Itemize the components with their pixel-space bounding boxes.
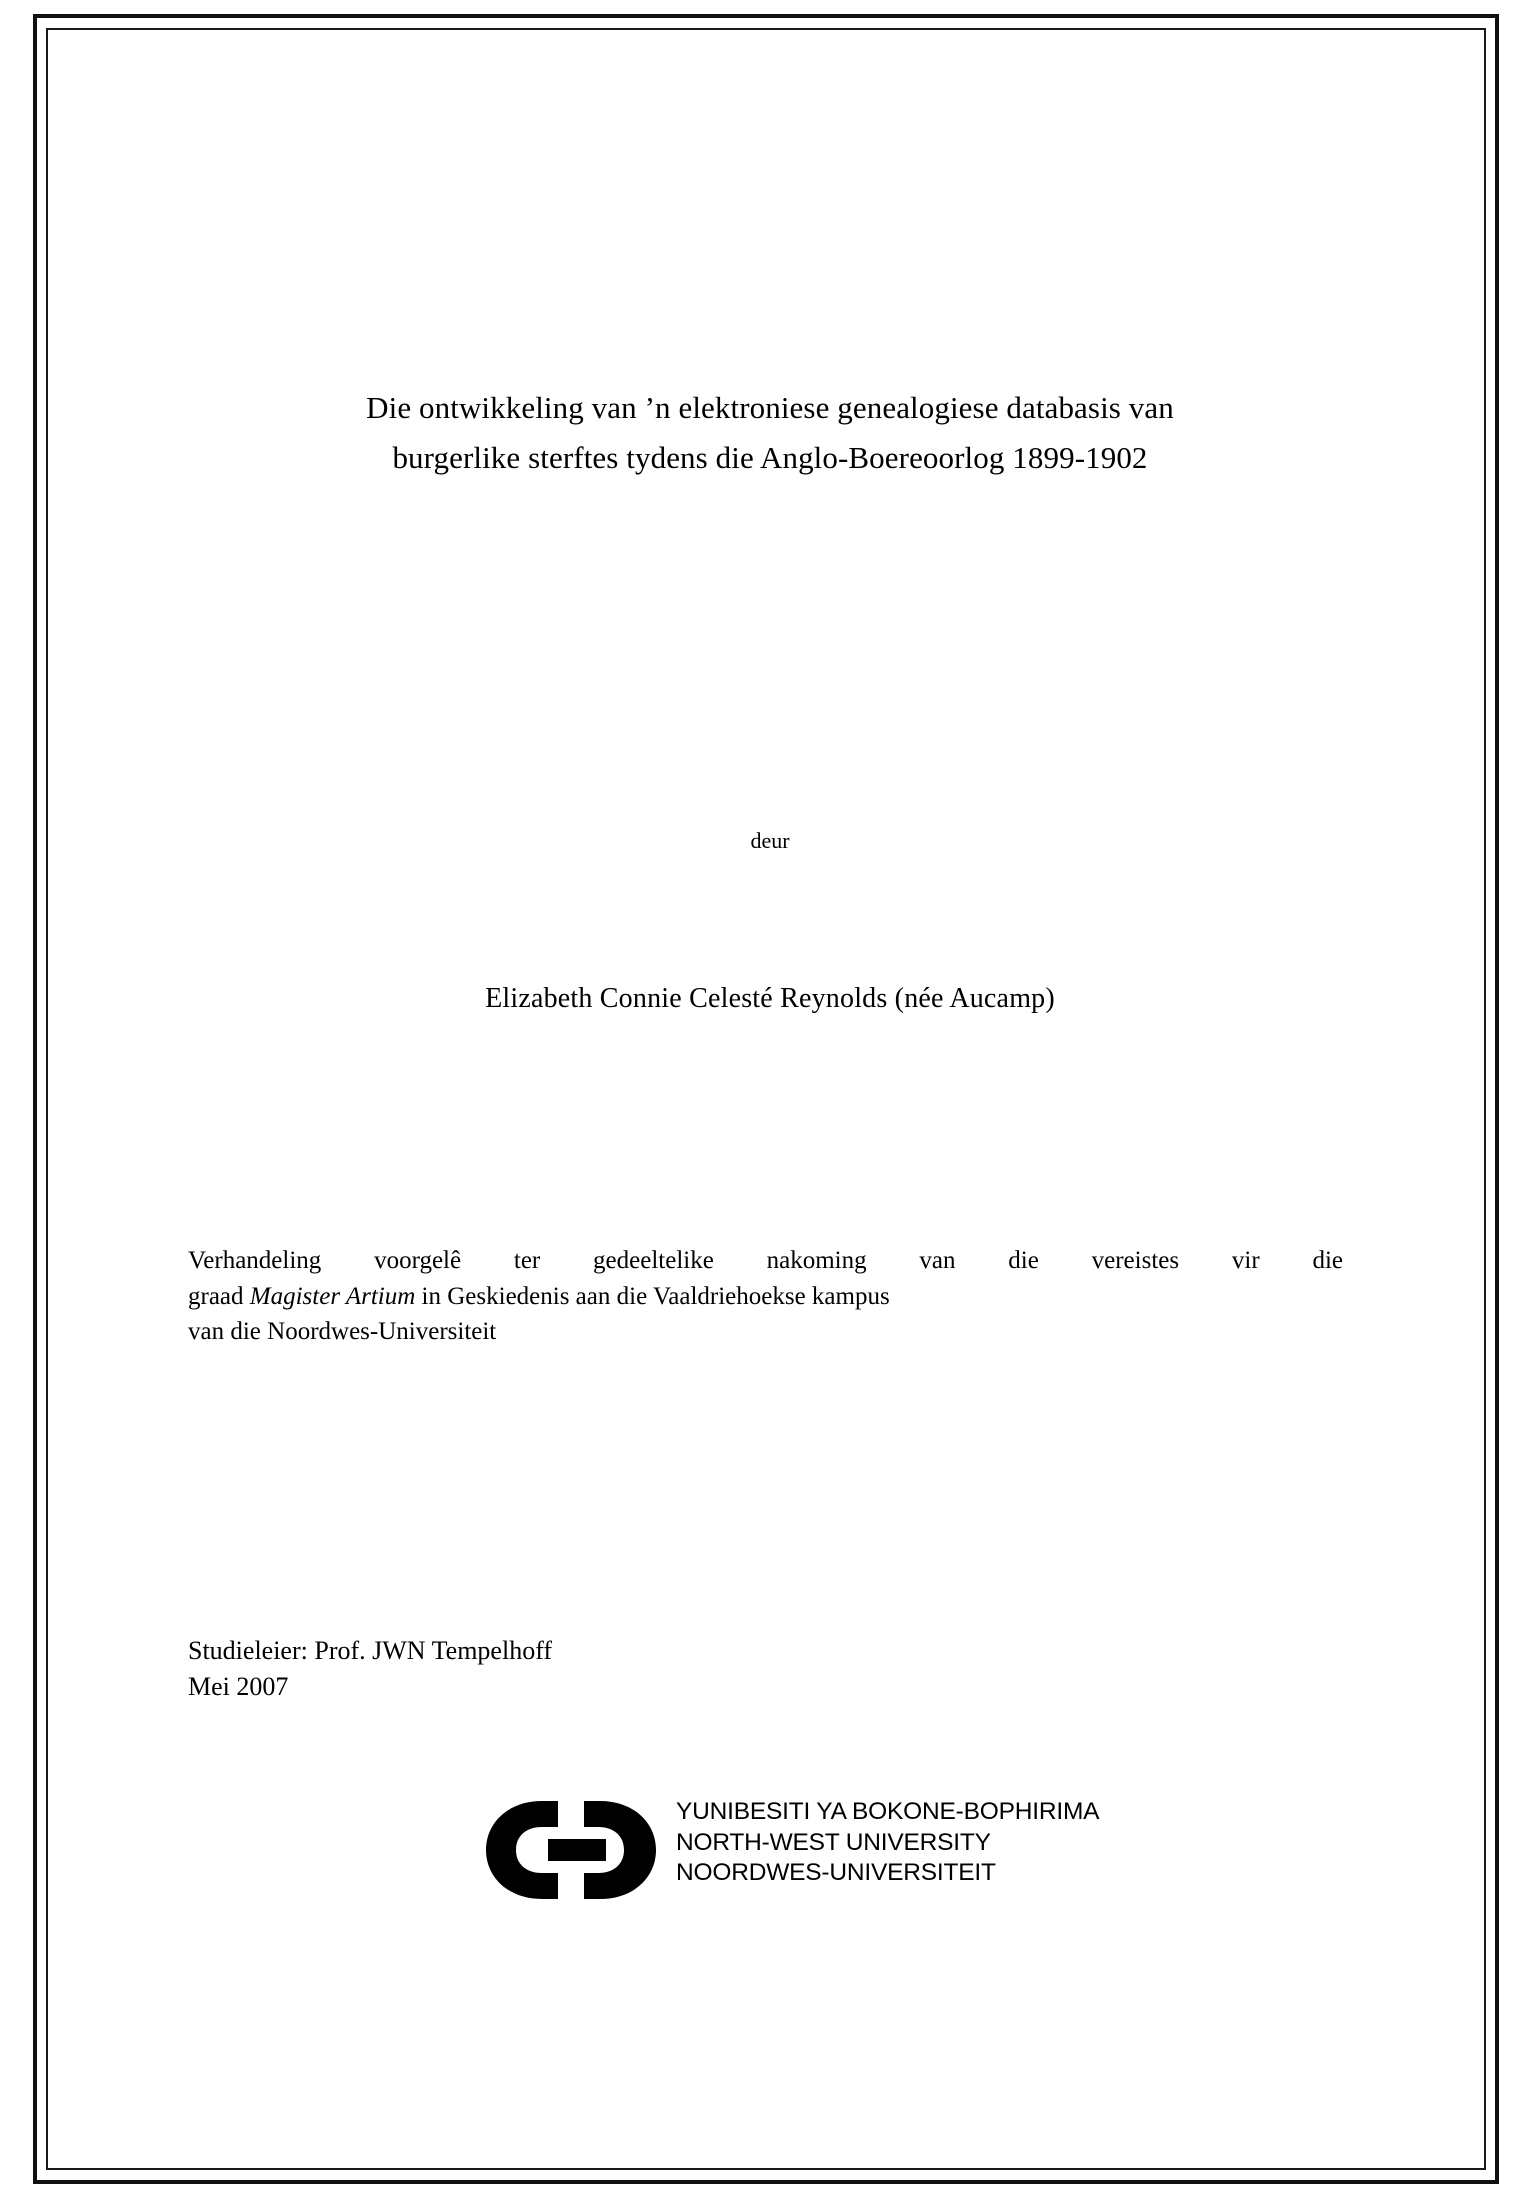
document-title [180, 383, 1360, 483]
nwu-logo-icon [480, 1795, 670, 1905]
statement-degree-italic: Magister Artium [249, 1282, 416, 1310]
supervisor-line: Studieleier: Prof. JWN Tempelhoff [188, 1636, 553, 1665]
title-line-1: Die ontwikkeling van ’n elektroniese genealogiese databasis van [366, 390, 1174, 425]
statement-line-2-pre: graad [188, 1282, 250, 1310]
date-line: Mei 2007 [188, 1671, 289, 1701]
logo-wordmark [676, 1797, 1099, 1889]
logo-line-3: NOORDWES-UNIVERSITEIT [676, 1859, 996, 1887]
logo-line-1: YUNIBESITI YA BOKONE-BOPHIRIMA [676, 1798, 1100, 1825]
author-name: Elizabeth Connie Celesté Reynolds (née Aucamp) [485, 983, 1055, 1014]
title-line-2: burgerlike sterftes tydens die Anglo-Boereoorlog 1899-1902 [392, 440, 1148, 476]
page-content [180, 28, 1360, 2168]
university-logo [480, 1793, 1120, 1913]
logo-line-2: NORTH-WEST UNIVERSITY [676, 1828, 991, 1856]
degree-statement [188, 1243, 1343, 1350]
statement-line-3: van die Noordwes-Universiteit [188, 1318, 497, 1345]
statement-line-1: Verhandeling voorgelê ter gedeeltelike nakoming van die vereistes vir die [188, 1247, 1343, 1274]
statement-line-2-post: in Geskiedenis aan die Vaaldriehoekse kampus [415, 1282, 890, 1310]
by-label: deur [750, 828, 790, 853]
supervisor-block [188, 1633, 1188, 1705]
statement-line-2 [188, 1279, 1343, 1315]
